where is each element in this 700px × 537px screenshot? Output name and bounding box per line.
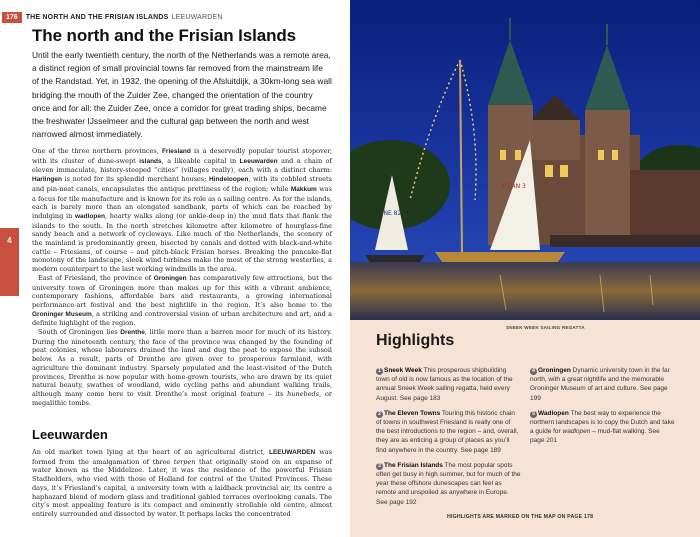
highlight-emphasis: wadlopen <box>562 428 591 436</box>
sail-number-left: FNE 82 <box>380 210 402 217</box>
highlight-name: Wadlopen <box>538 409 569 417</box>
body-paragraph-1: One of the three northern provinces, Friesland is a deservedly popular tourist stopover, with its cluster of dune-swept islands, a likeable capital in Leeuwarden and a chain of eleven immaculate, history-steeped “cities” (villages really), each with a distinct charm: Harlingen is noted for its splendid merchant houses; Hindeloopen, with its cobbled streets and pin-neat canals, encapsulates the antique prettiness of the region; while Makkum was a focus for tile manufacture and is known for its role as a sailing centre. As for the islands, each is barely more than an elongated sandbank, parts of which can be reached by indulging in wadlopen, hearty walks along (or ankle-deep in) the mud flats that flank the islands to the south. In the north stretches kilometre after kilometre of hourglass-fine sandy beach and a network of cycleways. Like much of the Netherlands, the scenery of the mainland is predominantly green, bisected by canals and dotted with black-and-white cattle – Friesians, of course – and pitch-black Frisian horses. Breaking the pancake-flat monotony of the landscape, sleek wind turbines make the most of the strong westerlies, a modern counterpart to the last working windmills in the area. <box>32 147 333 274</box>
highlight-name: Groningen <box>538 367 571 374</box>
highlights-column-2 <box>530 366 675 452</box>
highlight-number-badge: 5 <box>530 411 537 418</box>
highlight-item <box>376 461 521 507</box>
highlight-name: Sneek Week <box>384 367 422 374</box>
highlight-name: The Frisian Islands <box>384 461 443 469</box>
highlight-text-tail: – mud-flat walking. See page 201 <box>530 428 660 445</box>
highlight-text: Dynamic university town in the far north, with a great nightlife and the memorable Groninger Museum of art and culture. See page 199 <box>530 367 670 402</box>
highlight-text: This prosperous shipbuilding town of old is now famous as the location of the annual Sneek Week sailing regatta, held every August. See page 183 <box>376 367 513 402</box>
page-number: 176 <box>2 12 22 23</box>
highlight-text: Touring this historic chain of towns in southwest Friesland is really one of the best introductions to the region – and, overall, they are as enticing a group of places as you’ll find anywhere in the country. See page 189 <box>376 409 519 454</box>
running-head <box>2 10 223 24</box>
chapter-tab-number: 4 <box>7 236 12 245</box>
section-heading-leeuwarden: Leeuwarden <box>32 427 108 442</box>
highlight-item <box>530 366 675 403</box>
photo-caption: SNEEK WEEK SAILING REGATTA <box>506 325 585 330</box>
highlight-number-badge: 2 <box>376 411 383 418</box>
chapter-title: The north and the Frisian Islands <box>32 26 297 45</box>
body-paragraph-2: East of Friesland, the province of Groningen has comparatively few attractions, but the university town of Groningen more than makes up for this with a vibrant ambience, contemporary fashions, affordable bars and restaurants, a growing international performance-art festival and the best nightlife in the region. It’s also home to the Groninger Museum, a striking and controversial vision of urban architecture and art, and a definite highlight of the region. <box>32 273 332 328</box>
sail-number-right: F CAN 3 <box>502 183 526 190</box>
highlight-item <box>376 409 521 455</box>
highlight-item <box>530 409 675 446</box>
highlight-text: The most popular spots often get busy in high summer, but for much of the year these offshore dunescapes can feel as remote and unspoiled as anywhere in Europe. See page 192 <box>376 461 521 506</box>
highlight-number-badge: 3 <box>376 463 383 470</box>
highlight-number-badge: 1 <box>376 368 383 375</box>
highlight-item <box>376 366 521 403</box>
highlights-map-note: HIGHLIGHTS ARE MARKED ON THE MAP ON PAGE 178 <box>447 514 594 520</box>
regatta-photo <box>350 0 700 320</box>
highlight-name: The Eleven Towns <box>384 409 441 417</box>
running-head-chapter: THE NORTH AND THE FRISIAN ISLANDS <box>25 13 169 21</box>
body-paragraph-3: South of Groningen lies Drenthe, little more than a barren moor for much of its history. During the nineteenth century, the face of the province was changed by the founding of peat colonies, whose labourers drained the land and dug the peat to expose the subsoil below. As a result, parts of Drenthe are given over to prosperous farmland, with agriculture the dominant industry. Sparsely populated and the least-visited of the Dutch provinces, Drenthe is now popular with home-grown tourists, who are drawn by its quiet natural beauty, swathes of woodland, wide cycling paths and abundant walking trails, although many come here to visit Drenthe’s most original feature – its hunebeds, or megalithic tombs. <box>32 328 332 407</box>
body-paragraph-4: An old market town lying at the heart of an agricultural district, LEEUWARDEN was formed from the amalgamation of three terpen that originally stood on an expanse of water known as the Middelzee. Later, it was the residence of the powerful Frisian Stadholders, who vied with those of Holland for control of the United Provinces. These days, it’s Friesland’s capital, a university town with a laidback provincial air, its centre a haphazard blend of modern glass and traditional gabled terraces overlooking canals. The city’s most appealing feature is its compact and eminently strollable old centre, almost entirely surrounded and dissected by water. It perhaps lacks the concentrated <box>32 448 332 518</box>
highlights-column-1 <box>376 366 521 513</box>
highlight-text: The best way to experience the northern landscapes is to copy the Dutch and take a guide for <box>530 409 675 436</box>
running-head-section: LEEUWARDEN <box>171 13 223 21</box>
body-text <box>32 147 332 407</box>
leeuwarden-text <box>32 448 332 519</box>
intro-paragraph: Until the early twentieth century, the north of the Netherlands was a remote area, a distinct region of small provincial towns far removed from the mainstream life of the Randstad. Yet, in 1932, the opening of the Afsluitdijk, a 30km-long sea wall bridging the mouth of the Zuider Zee, changed the orientation of the country once and for all: the Zuider Zee, once a corridor for great trading ships, became the freshwater IJsselmeer and the cultural gap between the north and west narrowed almost immediately. <box>32 50 332 140</box>
highlights-title: Highlights <box>376 332 455 349</box>
highlight-number-badge: 4 <box>530 368 537 375</box>
regatta-illustration <box>350 0 700 320</box>
